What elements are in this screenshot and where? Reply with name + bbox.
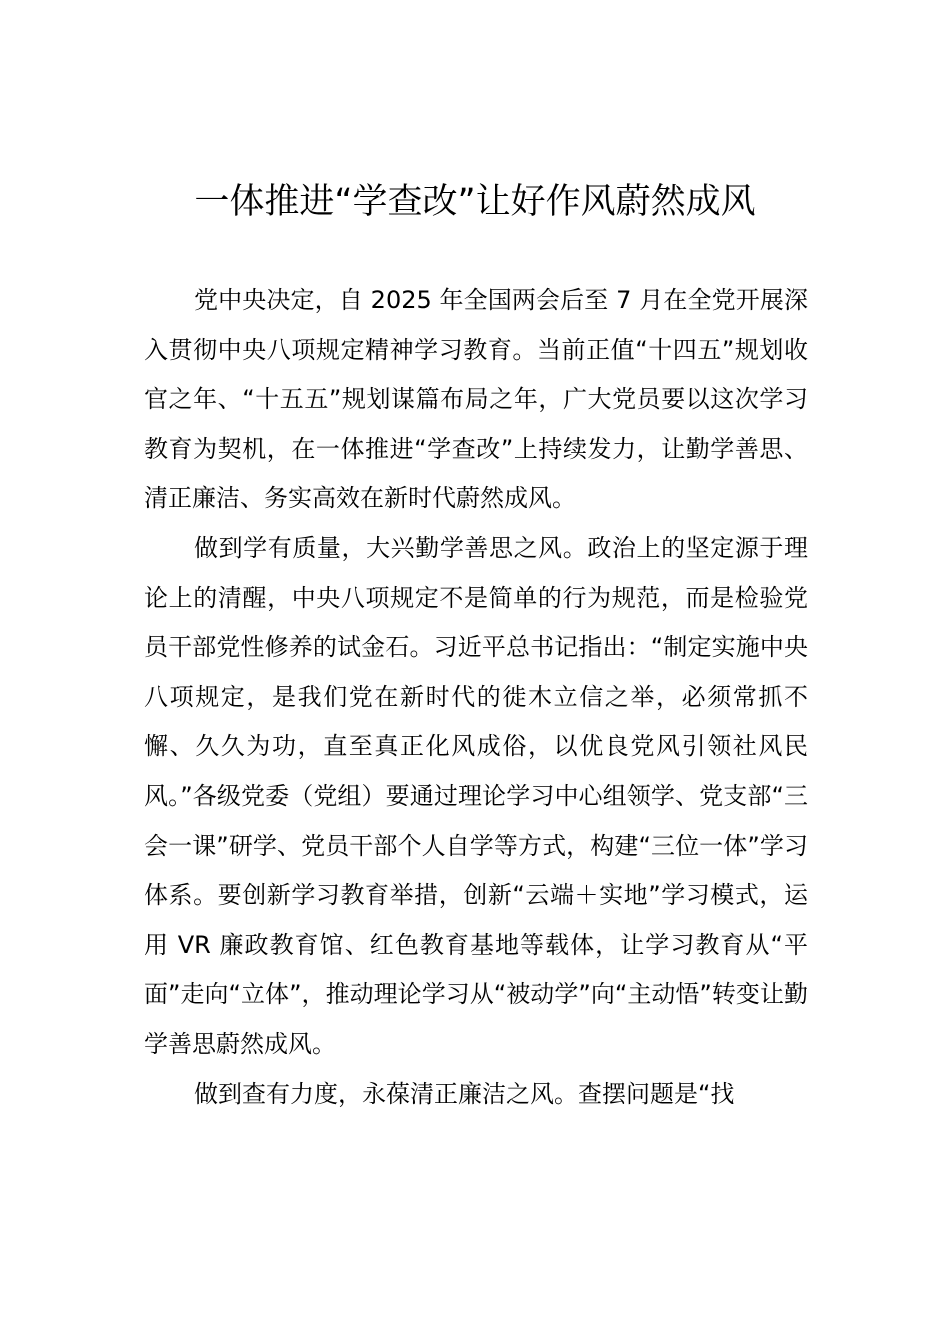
paragraph-check: 做到查有力度，永葆清正廉洁之风。查摆问题是“找: [194, 1079, 735, 1108]
document-title: 一体推进“学查改”让好作风蔚然成风: [194, 182, 756, 222]
paragraph-study: 做到学有质量，大兴勤学善思之风。政治上的坚定源于理论上的清醒，中央八项规定不是简单的行为规范，而是检验党员干部党性修养的试金石。习近平总书记指出：“制定实施中央八项规定，是我们党在新时代的徙木立信之举，必须常抓不懈、久久为功，直至真正化风成俗，以优良党风引领社风民风。”各级党委（党组）要通过理论学习中心组领学、党支部“三会一课”研学、党员干部个人自学等方式，构建“三位一体”学习体系。要创新学习教育举措，创新“云端＋实地”学习模式，运用 VR 廉政教育馆、红色教育基地等载体，让学习教育从“平面”走向“立体”，推动理论学习从“被动学”向“主动悟”转变让勤学善思蔚然成风。: [144, 533, 808, 1058]
document-body: [144, 276, 808, 1119]
paragraph-intro: 党中央决定，自 2025 年全国两会后至 7 月在全党开展深入贯彻中央八项规定精神学习教育。当前正值“十四五”规划收官之年、“十五五”规划谋篇布局之年，广大党员要以这次学习教育为契机，在一体推进“学查改”上持续发力，让勤学善思、清正廉洁、务实高效在新时代蔚然成风。: [144, 286, 808, 513]
